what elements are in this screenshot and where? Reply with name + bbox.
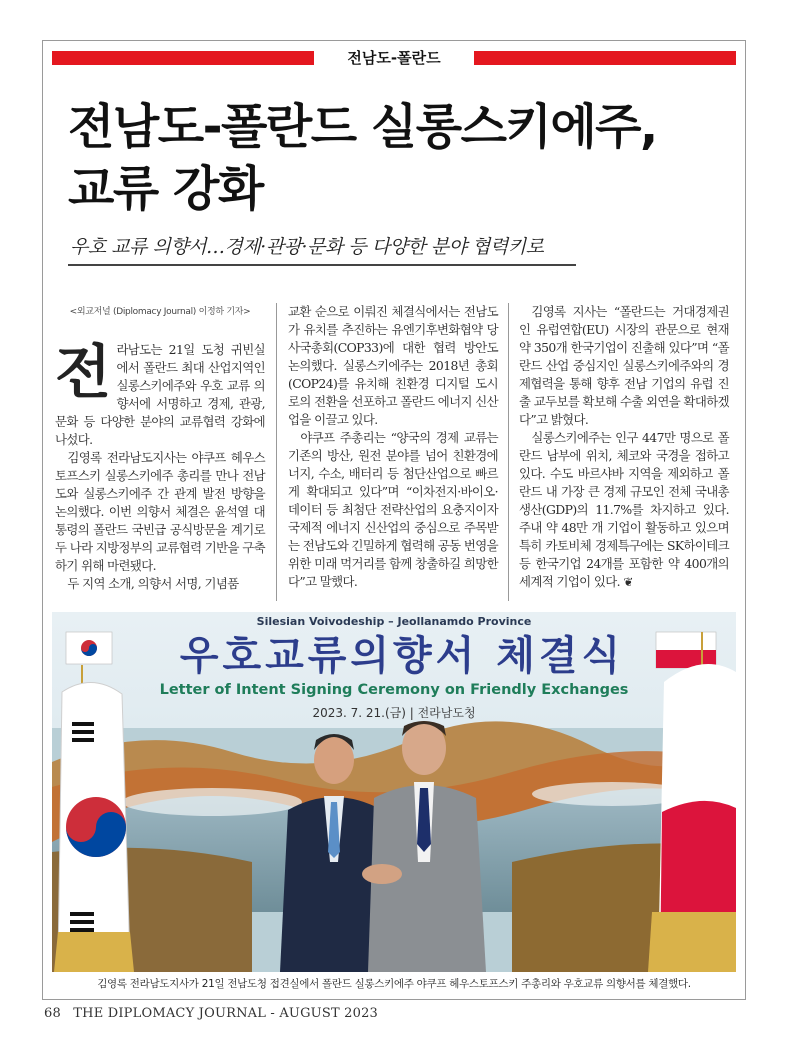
column-divider bbox=[508, 303, 509, 601]
banner-title-korean: 우호교류의향서 체결식 bbox=[179, 633, 625, 679]
publication-name: THE DIPLOMACY JOURNAL - AUGUST 2023 bbox=[73, 1006, 379, 1021]
section-bar-left bbox=[52, 51, 314, 65]
paragraph: 김영록 지사는 “폴란드는 거대경제권인 유럽연합(EU) 시장의 관문으로 현재 약 350개 한국기업이 진출해 있다”며 “폴란드 산업 중심지인 실롱스키에주와의 경제협력을 통해 향후 전남 기업의 유럽 진출 교두보를 확보해 수출 외연을 확대하겠다”고 밝혔다. bbox=[519, 304, 729, 427]
article-column-2 bbox=[288, 303, 498, 591]
dropcap: 전 bbox=[55, 338, 111, 406]
ceremony-photo bbox=[52, 612, 736, 972]
banner-date: 2023. 7. 21.(금) | 전라남도청 bbox=[312, 706, 476, 720]
lead-paragraph bbox=[55, 338, 265, 449]
photo-caption: 김영록 전라남도지사가 21일 전남도청 접견실에서 폴란드 실롱스키에주 야쿠프 헤우스토프스키 주총리와 우호교류 의향서를 체결했다. bbox=[97, 978, 691, 990]
byline: <외교저널 (Diplomacy Journal) 이정하 기자> bbox=[69, 307, 251, 317]
handshake bbox=[362, 864, 402, 884]
headline-line-1: 전남도-폴란드 실롱스키에주, bbox=[68, 99, 657, 155]
lead-text: 라남도는 21일 도청 귀빈실에서 폴란드 최대 산업지역인 실롱스키에주와 우호 교류 의향서에 서명하고 경제, 관광, 문화 등 다양한 분야의 교류협력 강화에 나섰다. bbox=[55, 342, 265, 447]
banner-subtitle: Silesian Voivodeship – Jeollanamdo Province bbox=[256, 615, 532, 628]
paragraph: 교환 순으로 이뤄진 체결식에서는 전남도가 유치를 추진하는 유엔기후변화협약 당사국총회(COP33)에 대한 협력 방안도 논의했다. 실롱스키에주는 2018년 총회(COP24)를 유치해 친환경 디지털 도시로의 전환을 선포하고 폴란드 에너지 신산업을 이끌고 있다. bbox=[288, 304, 498, 427]
section-label: 전남도-폴란드 bbox=[347, 49, 441, 67]
headline-line-2: 교류 강화 bbox=[68, 161, 263, 217]
paragraph: 김영록 전라남도지사는 야쿠프 헤우스토프스키 실롱스키에주 총리를 만나 전남도와 실롱스키에주 간 관계 발전 방향을 논의했다. 이번 의향서 체결은 윤석열 대통령의 폴란드 국빈급 공식방문을 계기로 두 나라 지방정부의 교류협력 기반을 구축하기 위해 마련됐다. bbox=[55, 450, 265, 573]
article-column-3 bbox=[519, 303, 729, 591]
article-column-1 bbox=[55, 303, 265, 593]
page-footer bbox=[44, 1006, 378, 1021]
headline bbox=[68, 96, 708, 220]
paragraph: 야쿠프 주총리는 “양국의 경제 교류는 기존의 방산, 원전 분야를 넘어 친환경에너지, 수소, 배터리 등 첨단산업으로 빠르게 확대되고 있다”며 “이차전지·바이오·데이터 등 최첨단 전략산업의 요충지이자 국제적 에너지 신산업의 중심으로 주목받는 전남도와 긴밀하게 협력해 공동 번영을 위한 미래 먹거리를 함께 창출하길 희망한다”고 말했다. bbox=[288, 430, 498, 589]
subheadline-underline bbox=[68, 264, 576, 266]
paragraph bbox=[519, 429, 729, 591]
mist bbox=[122, 788, 302, 816]
subheadline: 우호 교류 의향서…경제·관광·문화 등 다양한 분야 협력키로 bbox=[70, 236, 544, 258]
section-header bbox=[52, 48, 736, 68]
paragraph-text: 실롱스키에주는 인구 447만 명으로 폴란드 남부에 위치, 체코와 국경을 접하고 있다. 수도 바르샤바 지역을 제외하고 폴란드 내 가장 큰 경제 규모인 전체 국내총생산(GDP)의 11.7%를 차지하고 있다. 주내 약 48만 개 기업이 활동하고 있으며 특히 카토비체 경제특구에는 SK하이테크 등 한국기업 24개를 포함한 약 400개의 세계적 기업이 있다. bbox=[519, 430, 729, 589]
paragraph: 두 지역 소개, 의향서 서명, 기념품 bbox=[67, 576, 239, 591]
banner-title-english: Letter of Intent Signing Ceremony on Friendly Exchanges bbox=[159, 682, 629, 698]
page-number: 68 bbox=[44, 1006, 61, 1021]
end-mark-icon: ❦ bbox=[623, 575, 633, 589]
section-bar-right bbox=[474, 51, 736, 65]
column-divider bbox=[276, 303, 277, 601]
